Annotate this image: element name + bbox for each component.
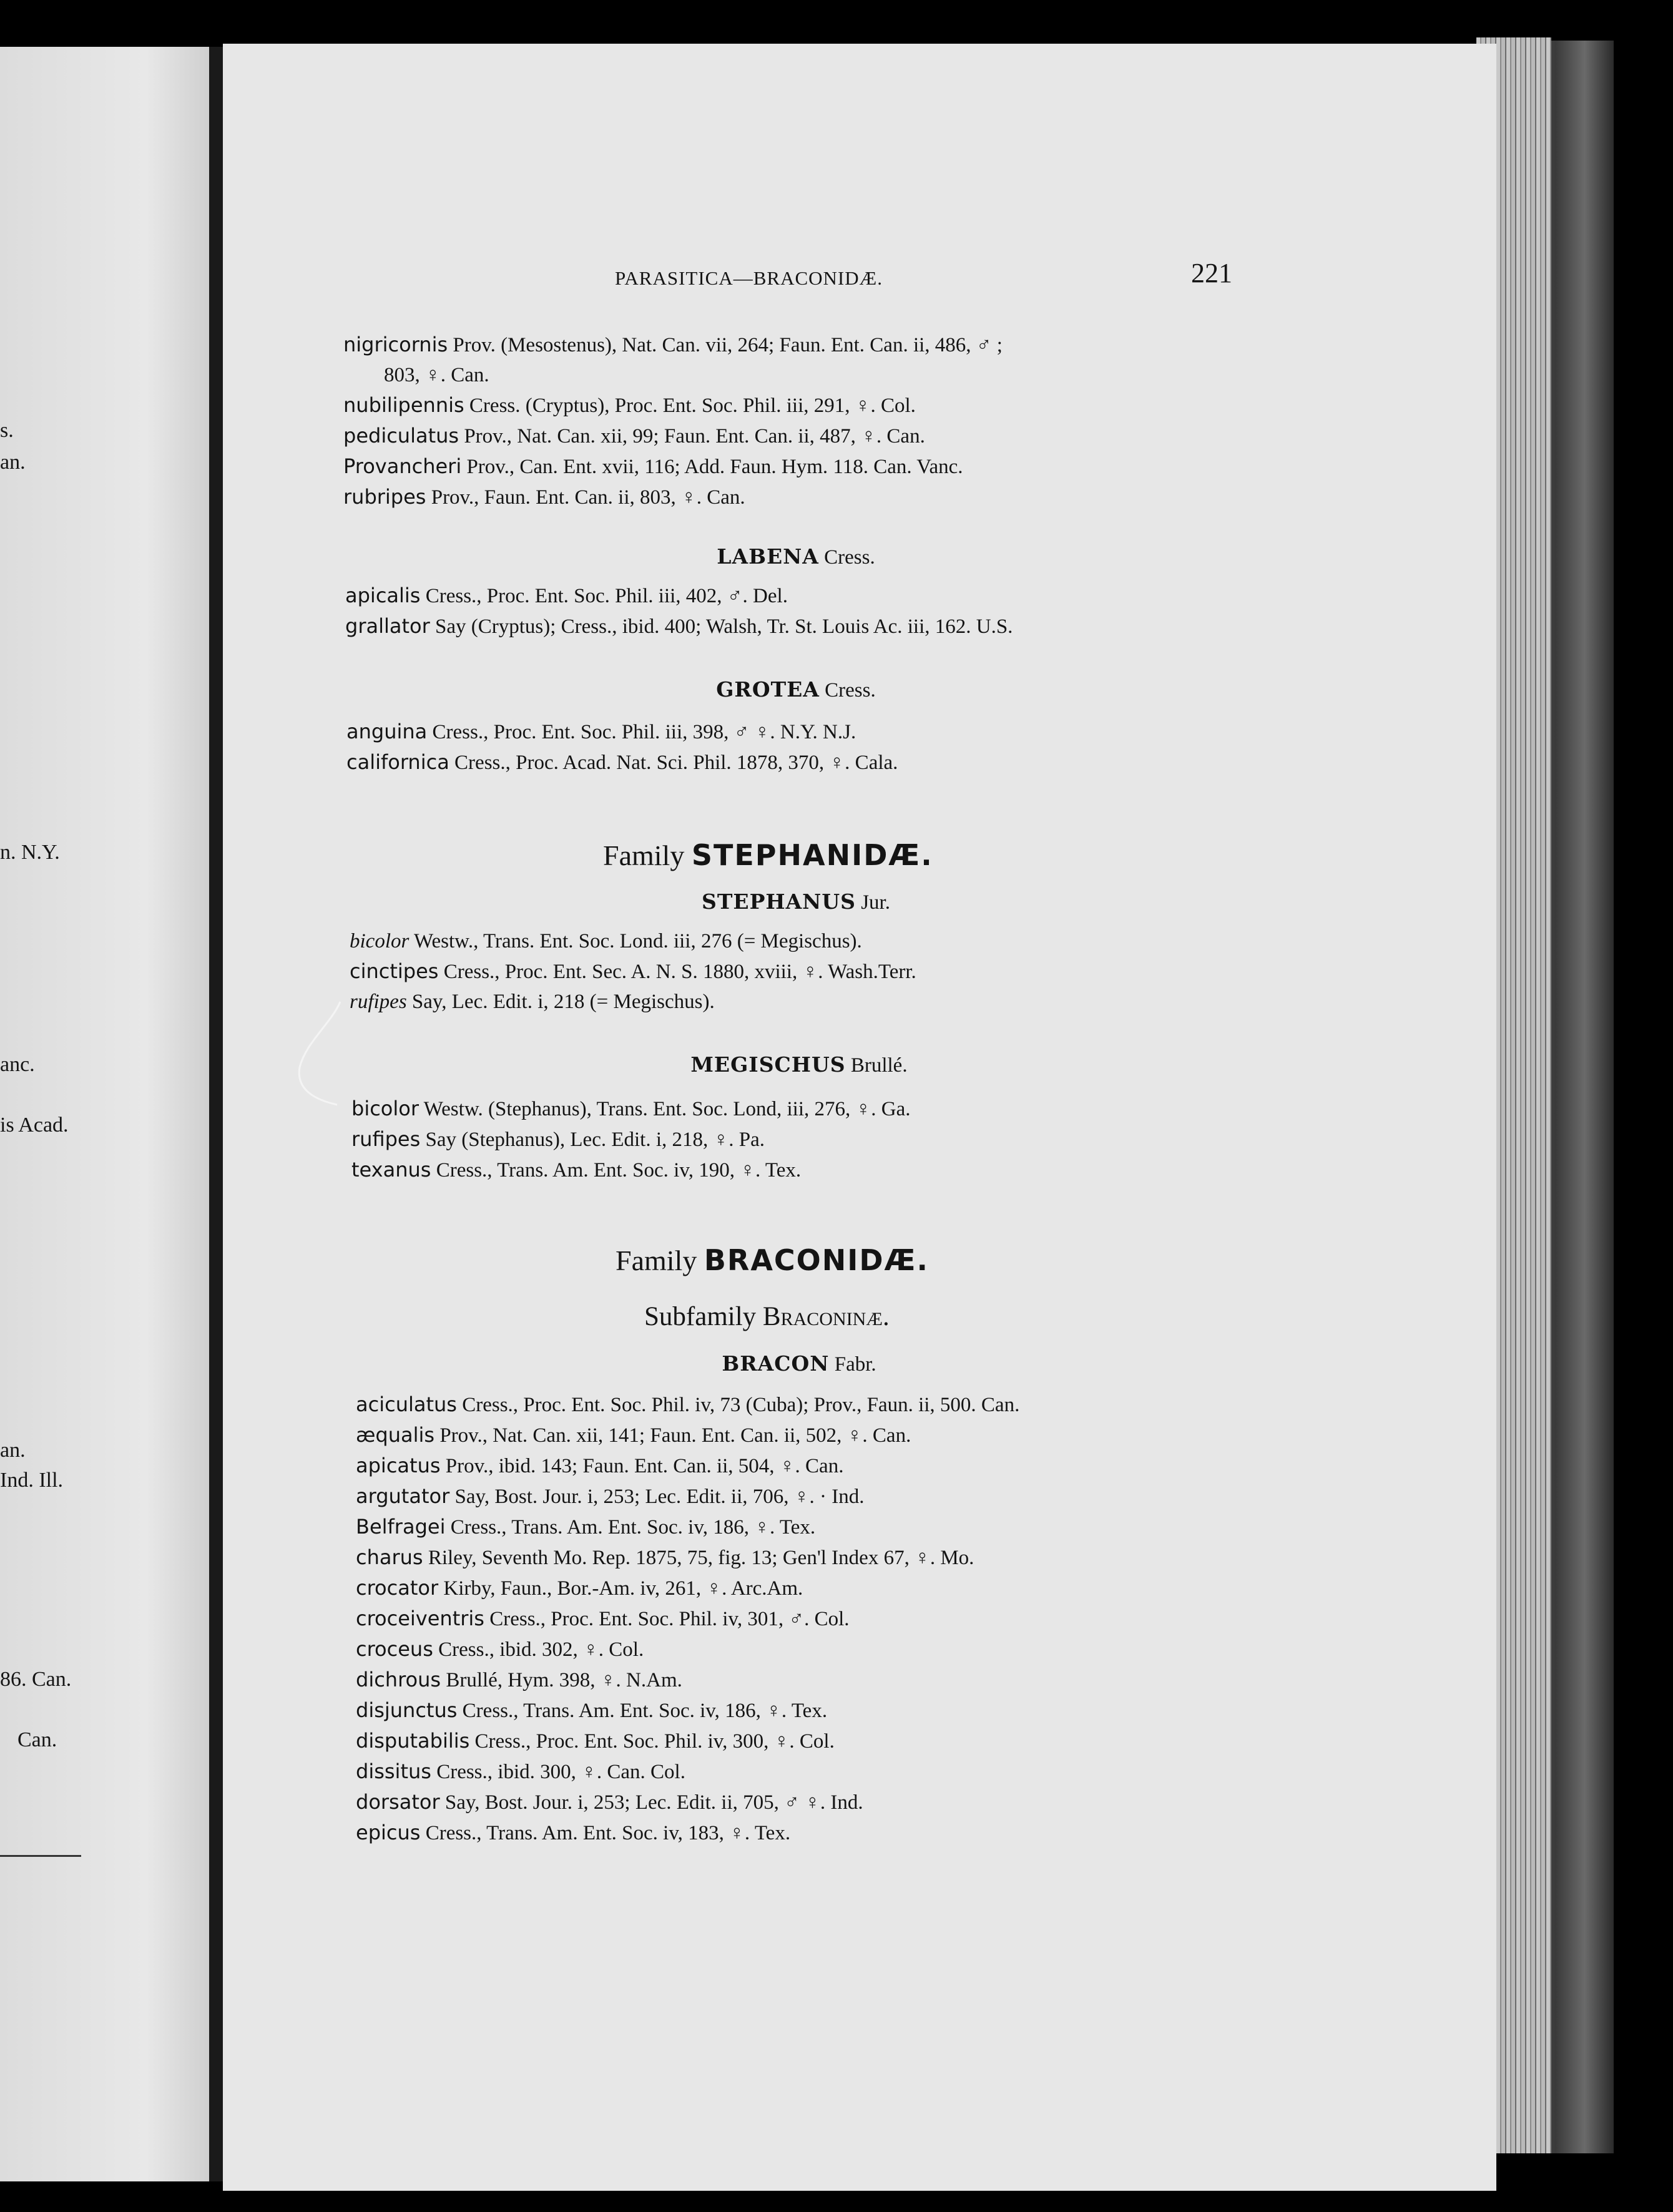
species-entry: croceiventris Cress., Proc. Ent. Soc. Phil. iv, 301, ♂. Col. <box>356 1607 850 1630</box>
pencil-mark <box>293 999 343 1123</box>
species-entry: rubripes Prov., Faun. Ent. Can. ii, 803, ♀. Can. <box>343 485 745 509</box>
entry-list-continued <box>343 330 1003 512</box>
species-entry: bicolor Westw., Trans. Ent. Soc. Lond. iii, 276 (= Megischus). <box>350 930 862 952</box>
species-entry: dorsator Say, Bost. Jour. i, 253; Lec. Edit. ii, 705, ♂ ♀. Ind. <box>356 1790 863 1814</box>
species-entry: anguina Cress., Proc. Ent. Soc. Phil. iii, 398, ♂ ♀. N.Y. N.J. <box>346 720 856 743</box>
species-entry: disjunctus Cress., Trans. Am. Ent. Soc. iv, 186, ♀. Tex. <box>356 1698 828 1722</box>
species-entry: bicolor Westw. (Stephanus), Trans. Ent. Soc. Lond, iii, 276, ♀. Ga. <box>351 1097 911 1120</box>
species-entry: apicatus Prov., ibid. 143; Faun. Ent. Can. ii, 504, ♀. Can. <box>356 1454 844 1477</box>
species-entry: crocator Kirby, Faun., Bor.-Am. iv, 261, ♀. Arc.Am. <box>356 1576 803 1600</box>
family-heading-stephanidae: Family STEPHANIDÆ. <box>603 838 933 872</box>
species-entry: pediculatus Prov., Nat. Can. xii, 99; Faun. Ent. Can. ii, 487, ♀. Can. <box>343 424 925 448</box>
family-heading-braconidae: Family BRACONIDÆ. <box>616 1243 929 1277</box>
species-entry: croceus Cress., ibid. 302, ♀. Col. <box>356 1637 644 1661</box>
megischus-entries <box>351 1094 911 1185</box>
species-entry: grallator Say (Cryptus); Cress., ibid. 400; Walsh, Tr. St. Louis Ac. iii, 162. U.S. <box>345 614 1013 638</box>
left-page-fragment: Can. <box>17 1728 57 1751</box>
species-entry: æqualis Prov., Nat. Can. xii, 141; Faun. Ent. Can. ii, 502, ♀. Can. <box>356 1423 911 1447</box>
species-entry: epicus Cress., Trans. Am. Ent. Soc. iv, 183, ♀. Tex. <box>356 1821 791 1844</box>
species-entry: Belfragei Cress., Trans. Am. Ent. Soc. iv, 186, ♀. Tex. <box>356 1515 816 1539</box>
species-entry: aciculatus Cress., Proc. Ent. Soc. Phil. iv, 73 (Cuba); Prov., Faun. ii, 500. Can. <box>356 1392 1020 1416</box>
species-entry: charus Riley, Seventh Mo. Rep. 1875, 75, fig. 13; Gen'l Index 67, ♀. Mo. <box>356 1545 974 1569</box>
subfamily-heading-braconinae: Subfamily Braconinæ. <box>644 1302 890 1331</box>
left-page-fragment: anc. <box>0 1053 35 1076</box>
book-gutter <box>209 47 223 2181</box>
left-page-fragment: an. <box>0 451 26 474</box>
genus-heading-labena: LABENA Cress. <box>717 544 875 569</box>
species-entry: Provancheri Prov., Can. Ent. xvii, 116; Add. Faun. Hym. 118. Can. Vanc. <box>343 454 963 478</box>
stephanus-entries <box>350 926 916 1017</box>
genus-heading-bracon: BRACON Fabr. <box>722 1351 876 1376</box>
species-entry: argutator Say, Bost. Jour. i, 253; Lec. Edit. ii, 706, ♀. · Ind. <box>356 1484 865 1508</box>
page-number: 221 <box>1191 258 1232 288</box>
species-entry: cinctipes Cress., Proc. Ent. Sec. A. N. S. 1880, xviii, ♀. Wash.Terr. <box>350 959 916 983</box>
genus-heading-megischus: MEGISCHUS Brullé. <box>690 1052 908 1077</box>
species-entry: nubilipennis Cress. (Cryptus), Proc. Ent. Soc. Phil. iii, 291, ♀. Col. <box>343 393 916 417</box>
grotea-entries <box>346 717 898 778</box>
species-entry: californica Cress., Proc. Acad. Nat. Sci. Phil. 1878, 370, ♀. Cala. <box>346 750 898 774</box>
genus-heading-stephanus: STEPHANUS Jur. <box>702 889 890 914</box>
left-page-fragment: is Acad. <box>0 1113 69 1137</box>
left-page-fragment: n. N.Y. <box>0 841 60 864</box>
species-entry: dichrous Brullé, Hym. 398, ♀. N.Am. <box>356 1668 682 1691</box>
species-entry: apicalis Cress., Proc. Ent. Soc. Phil. iii, 402, ♂. Del. <box>345 584 788 607</box>
species-entry: disputabilis Cress., Proc. Ent. Soc. Phil. iv, 300, ♀. Col. <box>356 1729 835 1753</box>
running-head: PARASITICA—BRACONIDÆ. <box>615 267 883 289</box>
species-entry: rufipes Say (Stephanus), Lec. Edit. i, 218, ♀. Pa. <box>351 1127 765 1151</box>
left-page-fragment: Ind. Ill. <box>0 1469 64 1492</box>
left-facing-page <box>0 47 209 2181</box>
species-entry: texanus Cress., Trans. Am. Ent. Soc. iv, 190, ♀. Tex. <box>351 1158 802 1182</box>
species-entry: dissitus Cress., ibid. 300, ♀. Can. Col. <box>356 1759 685 1783</box>
left-page-fragment: 86. Can. <box>0 1668 72 1691</box>
left-page-rule <box>0 1855 81 1857</box>
species-entry: rufipes Say, Lec. Edit. i, 218 (= Megischus). <box>350 991 715 1013</box>
left-page-fragment: s. <box>0 419 14 442</box>
species-entry: nigricornis Prov. (Mesostenus), Nat. Can. vii, 264; Faun. Ent. Can. ii, 486, ♂ ; 803, ♀. Can. <box>343 333 1003 386</box>
bracon-entries <box>356 1389 1019 1848</box>
genus-heading-grotea: GROTEA Cress. <box>716 677 876 702</box>
left-page-fragment: an. <box>0 1439 26 1462</box>
labena-entries <box>345 580 1013 642</box>
